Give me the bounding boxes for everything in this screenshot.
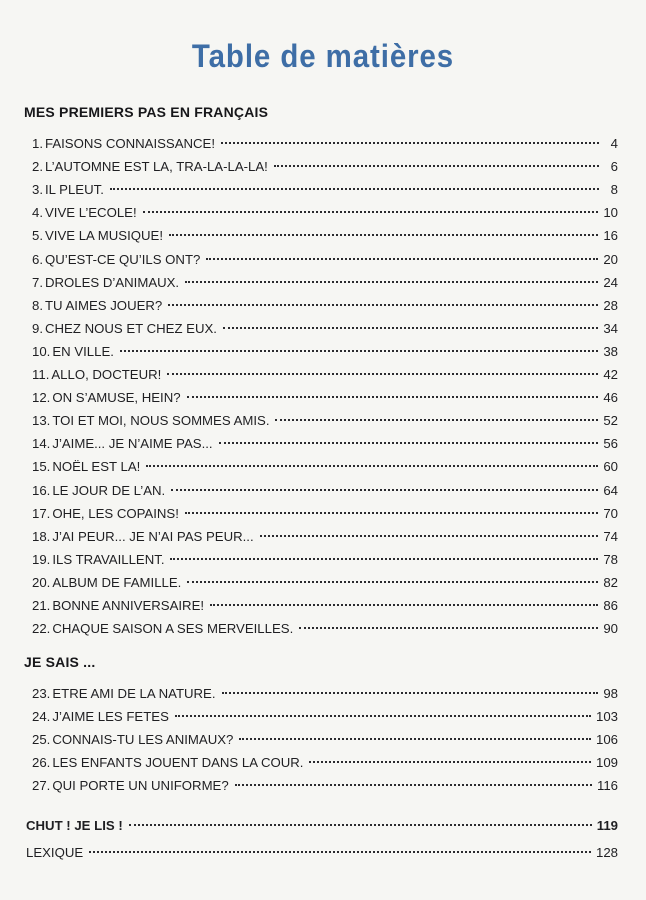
- toc-entry-title: QU’EST-CE QU’ILS ONT?: [45, 252, 201, 267]
- toc-entry-page: 98: [603, 686, 618, 701]
- toc-entry-title: NOËL EST LA!: [52, 459, 141, 474]
- toc-entry-title: LEXIQUE: [26, 845, 84, 860]
- toc-entry-title: CHUT ! JE LIS !: [26, 818, 123, 833]
- toc-extra-entry[interactable]: [24, 816, 618, 836]
- toc-entry-page: 78: [603, 552, 618, 567]
- toc-entry-number: 10.: [32, 344, 51, 359]
- toc-entry-title: IL PLEUT.: [45, 182, 104, 197]
- toc-entry-page: 42: [603, 367, 618, 382]
- toc-entry-page: 56: [603, 436, 618, 451]
- dot-leader: [143, 211, 599, 213]
- toc-entry-page: 6: [610, 159, 618, 174]
- dot-leader: [185, 281, 598, 283]
- toc-entry-title: DROLES D’ANIMAUX.: [45, 275, 180, 290]
- toc-entry-page: 90: [603, 621, 618, 636]
- dot-leader: [175, 715, 591, 717]
- toc-entry-title: BONNE ANNIVERSAIRE!: [52, 598, 205, 613]
- toc-entry-title: TU AIMES JOUER?: [45, 298, 163, 313]
- dot-leader: [129, 824, 592, 826]
- toc-entry[interactable]: [32, 388, 618, 408]
- toc-entry-number: 27.: [32, 778, 51, 793]
- toc-entry-page: 28: [603, 298, 618, 313]
- dot-leader: [146, 465, 598, 467]
- toc-entry[interactable]: [32, 226, 618, 246]
- toc-entry[interactable]: [32, 573, 618, 593]
- toc-entry-page: 128: [595, 845, 618, 860]
- toc-entry-title: LE JOUR DE L’AN.: [52, 483, 166, 498]
- toc-entry[interactable]: [32, 203, 618, 223]
- toc-entry-title: VIVE L’ECOLE!: [45, 205, 137, 220]
- toc-entry-number: 11.: [32, 367, 50, 382]
- toc-entry[interactable]: [32, 730, 618, 750]
- toc-entry-title: CHAQUE SAISON A SES MERVEILLES.: [52, 621, 294, 636]
- toc-entry-page: 16: [603, 228, 618, 243]
- dot-leader: [299, 627, 598, 629]
- toc-entry-number: 26.: [32, 755, 51, 770]
- toc-entry-number: 4.: [32, 205, 43, 220]
- dot-leader: [210, 604, 598, 606]
- toc-entry-page: 106: [595, 732, 618, 747]
- dot-leader: [110, 188, 599, 190]
- toc-entry-page: 116: [596, 778, 618, 793]
- toc-entry[interactable]: [32, 411, 618, 431]
- toc-entry-title: ON S’AMUSE, HEIN?: [52, 390, 181, 405]
- toc-entry-number: 16.: [32, 483, 51, 498]
- toc-entry[interactable]: [32, 596, 618, 616]
- toc-entry[interactable]: [32, 434, 618, 454]
- toc-entry-title: LES ENFANTS JOUENT DANS LA COUR.: [52, 755, 304, 770]
- toc-entry-title: QUI PORTE UN UNIFORME?: [52, 778, 229, 793]
- toc-entry-number: 15.: [32, 459, 51, 474]
- toc-entry-title: CHEZ NOUS ET CHEZ EUX.: [45, 321, 217, 336]
- toc-entry-page: 82: [603, 575, 618, 590]
- toc-entry-page: 46: [603, 390, 618, 405]
- dot-leader: [309, 761, 591, 763]
- toc-entry[interactable]: [32, 753, 618, 773]
- toc-entry[interactable]: [32, 342, 618, 362]
- toc-entry-title: L’AUTOMNE EST LA, TRA-LA-LA-LA!: [45, 159, 268, 174]
- toc-entry[interactable]: [32, 527, 618, 547]
- toc-entry-number: 8.: [32, 298, 43, 313]
- toc-entry-page: 64: [603, 483, 618, 498]
- toc-entry-number: 9.: [32, 321, 43, 336]
- toc-entry-number: 2.: [32, 159, 43, 174]
- page-title: Table de matières: [191, 38, 455, 74]
- toc-entry-page: 24: [603, 275, 618, 290]
- toc-entry-number: 3.: [32, 182, 43, 197]
- toc-entry-page: 70: [603, 506, 618, 521]
- toc-entry-number: 12.: [32, 390, 51, 405]
- toc-entry-page: 103: [595, 709, 618, 724]
- toc-entry-number: 21.: [32, 598, 51, 613]
- toc-entry[interactable]: [32, 296, 618, 316]
- dot-leader: [187, 396, 599, 398]
- dot-leader: [222, 692, 599, 694]
- dot-leader: [169, 234, 598, 236]
- dot-leader: [170, 558, 598, 560]
- toc-entry-page: 38: [603, 344, 618, 359]
- section-heading: JE SAIS ...: [24, 654, 96, 670]
- dot-leader: [275, 419, 598, 421]
- toc-entry-number: 22.: [32, 621, 51, 636]
- toc-entry-title: J’AIME LES FETES: [52, 709, 169, 724]
- toc-entry-page: 34: [603, 321, 618, 336]
- dot-leader: [219, 442, 599, 444]
- toc-entry[interactable]: [32, 457, 618, 477]
- toc-extra-entry[interactable]: [24, 843, 618, 863]
- toc-entry[interactable]: [32, 250, 618, 270]
- toc-entry-title: CONNAIS-TU LES ANIMAUX?: [52, 732, 234, 747]
- toc-entry-number: 17.: [32, 506, 51, 521]
- dot-leader: [274, 165, 599, 167]
- toc-entry-title: ALBUM DE FAMILLE.: [52, 575, 182, 590]
- toc-entry-number: 14.: [32, 436, 51, 451]
- dot-leader: [235, 784, 592, 786]
- toc-entry-number: 25.: [32, 732, 51, 747]
- toc-entry-title: EN VILLE.: [52, 344, 114, 359]
- toc-entry[interactable]: [32, 157, 618, 177]
- toc-entry-page: 86: [603, 598, 618, 613]
- toc-entry-page: 52: [603, 413, 618, 428]
- toc-entry[interactable]: [32, 319, 618, 339]
- toc-entry-number: 24.: [32, 709, 51, 724]
- toc-entry-title: J’AIME... JE N’AIME PAS...: [52, 436, 213, 451]
- toc-entry-title: TOI ET MOI, NOUS SOMMES AMIS.: [52, 413, 270, 428]
- toc-entry-title: FAISONS CONNAISSANCE!: [45, 136, 216, 151]
- toc-entry-number: 5.: [32, 228, 43, 243]
- toc-entry[interactable]: [32, 180, 618, 200]
- toc-entry-title: ETRE AMI DE LA NATURE.: [52, 686, 216, 701]
- toc-entry-number: 18.: [32, 529, 51, 544]
- dot-leader: [206, 258, 598, 260]
- dot-leader: [221, 142, 599, 144]
- dot-leader: [171, 489, 598, 491]
- toc-entry[interactable]: [32, 273, 618, 293]
- toc-entry-number: 20.: [32, 575, 51, 590]
- toc-entry-page: 8: [610, 182, 618, 197]
- toc-entry[interactable]: [32, 776, 618, 796]
- toc-entry-number: 23.: [32, 686, 51, 701]
- dot-leader: [120, 350, 598, 352]
- toc-entry-number: 7.: [32, 275, 43, 290]
- toc-entry-title: OHE, LES COPAINS!: [52, 506, 179, 521]
- dot-leader: [89, 851, 591, 853]
- toc-entry[interactable]: [32, 134, 618, 154]
- toc-entry-page: 4: [610, 136, 618, 151]
- dot-leader: [168, 304, 598, 306]
- toc-entry-page: 119: [596, 818, 618, 833]
- toc-entry-number: 1.: [32, 136, 43, 151]
- toc-entry-page: 109: [595, 755, 618, 770]
- dot-leader: [167, 373, 598, 375]
- toc-entry-number: 19.: [32, 552, 51, 567]
- dot-leader: [187, 581, 598, 583]
- toc-entry-page: 20: [603, 252, 618, 267]
- toc-entry-page: 60: [603, 459, 618, 474]
- toc-entry[interactable]: [32, 619, 618, 639]
- dot-leader: [185, 512, 598, 514]
- toc-entry-number: 13.: [32, 413, 51, 428]
- toc-entry-title: J’AI PEUR... JE N’AI PAS PEUR...: [52, 529, 254, 544]
- toc-entry[interactable]: [32, 684, 618, 704]
- toc-entry-title: ILS TRAVAILLENT.: [52, 552, 165, 567]
- toc-entry[interactable]: [32, 504, 618, 524]
- toc-entry-page: 74: [603, 529, 618, 544]
- toc-entry-page: 10: [603, 205, 618, 220]
- dot-leader: [260, 535, 599, 537]
- toc-entry-title: ALLO, DOCTEUR!: [51, 367, 162, 382]
- toc-entry[interactable]: [32, 481, 618, 501]
- dot-leader: [223, 327, 598, 329]
- toc-entry[interactable]: [32, 365, 618, 385]
- toc-entry[interactable]: [32, 707, 618, 727]
- toc-entry-number: 6.: [32, 252, 43, 267]
- dot-leader: [239, 738, 591, 740]
- toc-entry-title: VIVE LA MUSIQUE!: [45, 228, 163, 243]
- toc-entry[interactable]: [32, 550, 618, 570]
- section-heading: MES PREMIERS PAS EN FRANÇAIS: [24, 104, 269, 120]
